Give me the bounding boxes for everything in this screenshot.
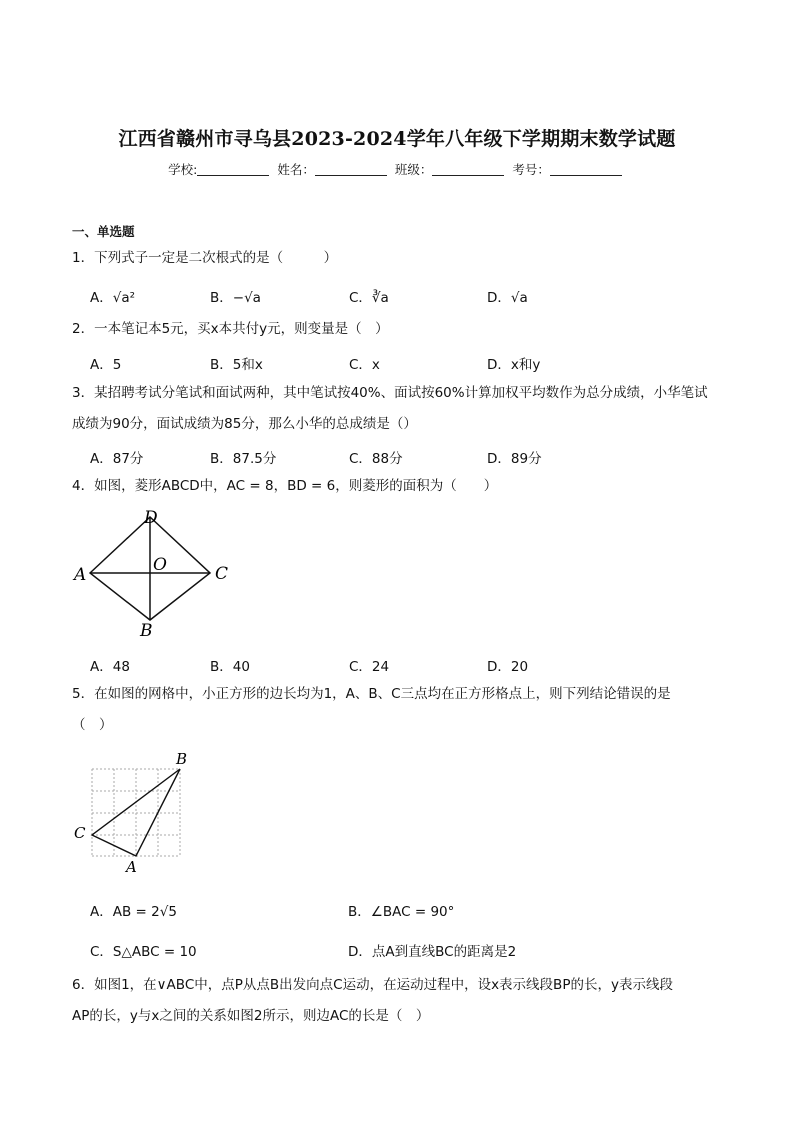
question-1-stem: 1．下列式子一定是二次根式的是（ ）: [72, 250, 338, 266]
q1-option-a[interactable]: A．√a²: [90, 290, 136, 306]
question-6-stem-line1: 6．如图1，在∨ABC中，点P从点B出发向点C运动，在运动过程中，设x表示线段BP的长，y表示线段: [72, 977, 673, 993]
unit-grid: [92, 769, 180, 856]
q5-option-c[interactable]: C．S△ABC = 10: [90, 944, 197, 960]
center-o-label: O: [153, 555, 167, 575]
grid-triangle-figure: [70, 748, 200, 876]
q1-option-c[interactable]: C．∛a: [349, 290, 389, 306]
q1-option-b[interactable]: B．−√a: [210, 290, 261, 306]
exam-no-label: 考号：: [512, 162, 550, 177]
question-5-stem-line1: 5．在如图的网格中，小正方形的边长均为1，A、B、C三点均在正方形格点上，则下列结论错误的是: [72, 686, 671, 702]
question-4-stem: 4．如图，菱形ABCD中，AC = 8，BD = 6，则菱形的面积为（ ）: [72, 478, 498, 494]
question-5-stem-line2: （ ）: [72, 717, 113, 733]
q3-option-c[interactable]: C．88分: [349, 451, 403, 467]
vertex-c-label: C: [215, 564, 229, 584]
q2-option-a[interactable]: A．5: [90, 357, 122, 373]
class-label: 班级：: [394, 162, 433, 177]
q2-option-b[interactable]: B．5和x: [210, 357, 263, 373]
school-label: 学校:: [168, 162, 198, 177]
q1-option-d[interactable]: D．√a: [487, 290, 528, 306]
question-5-options-row2: [90, 940, 730, 960]
q4-option-a[interactable]: A．48: [90, 659, 130, 675]
name-label: 姓名：: [277, 162, 315, 177]
question-3-stem-line2: 成绩为90分，面试成绩为85分，那么小华的总成绩是（）: [72, 416, 417, 432]
question-5-options-row1: [90, 900, 730, 920]
q4-option-c[interactable]: C．24: [349, 659, 390, 675]
vertex-a-label: A: [74, 565, 87, 585]
school-blank[interactable]: [197, 163, 269, 176]
class-blank[interactable]: [432, 163, 504, 176]
vertex-b-label: B: [140, 621, 153, 640]
student-info-line: [0, 160, 794, 178]
q3-option-b[interactable]: B．87.5分: [210, 451, 277, 467]
q2-option-d[interactable]: D．x和y: [487, 357, 541, 373]
section-heading: 一、单选题: [72, 224, 135, 239]
q5-option-d[interactable]: D．点A到直线BC的距离是2: [348, 944, 517, 960]
q5-option-a[interactable]: A．AB = 2√5: [90, 904, 177, 920]
vertex-d-label: D: [144, 508, 158, 528]
name-blank[interactable]: [315, 163, 387, 176]
grid-vertex-a-label: A: [126, 858, 137, 876]
grid-vertex-c-label: C: [74, 824, 86, 842]
question-2-options: [90, 353, 730, 373]
grid-vertex-b-label: B: [176, 750, 188, 768]
rhombus-figure: [70, 505, 240, 640]
q2-option-c[interactable]: C．x: [349, 357, 380, 373]
q4-option-b[interactable]: B．40: [210, 659, 250, 675]
question-4-options: [90, 655, 730, 675]
exam-no-blank[interactable]: [550, 163, 622, 176]
q5-option-b[interactable]: B．∠BAC = 90°: [348, 904, 455, 920]
question-3-stem-line1: 3．某招聘考试分笔试和面试两种，其中笔试按40%、面试按60%计算加权平均数作为总分成绩，小华笔试: [72, 385, 708, 401]
exam-title: 江西省赣州市寻乌县2023-2024学年八年级下学期期末数学试题: [118, 128, 676, 150]
q3-option-a[interactable]: A．87分: [90, 451, 144, 467]
question-6-stem-line2: AP的长，y与x之间的关系如图2所示，则边AC的长是（ ）: [72, 1008, 430, 1024]
q3-option-d[interactable]: D．89分: [487, 451, 542, 467]
question-3-options: [90, 447, 730, 467]
q4-option-d[interactable]: D．20: [487, 659, 529, 675]
question-1-options: [90, 286, 730, 306]
question-2-stem: 2．一本笔记本5元，买x本共付y元，则变量是（ ）: [72, 321, 389, 337]
